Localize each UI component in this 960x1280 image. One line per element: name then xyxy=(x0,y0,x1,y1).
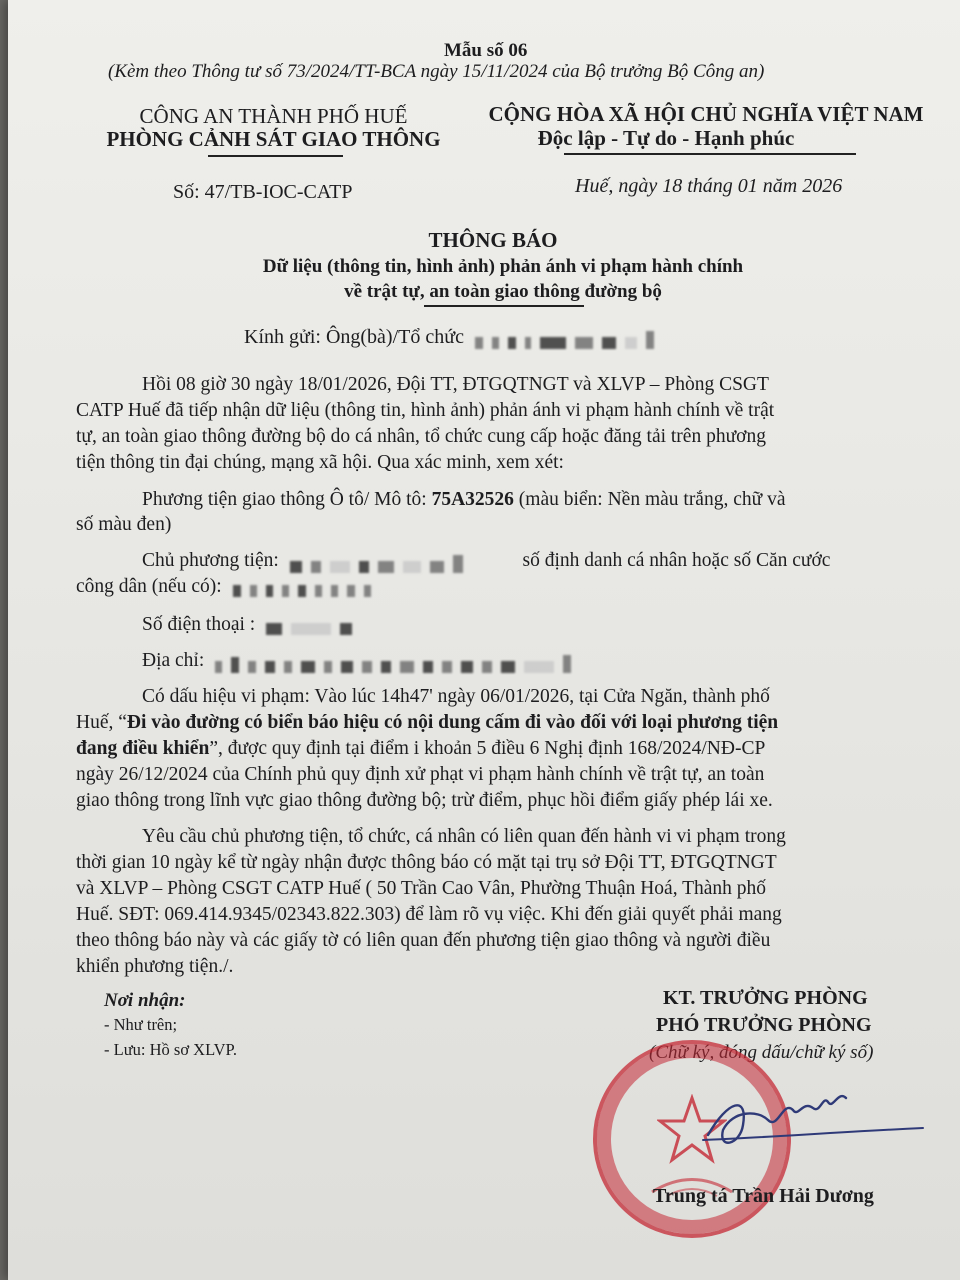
request-line-6: khiển phương tiện./. xyxy=(76,956,234,977)
violation-prefix: Huế, “ xyxy=(76,712,127,733)
document-number: Số: 47/TB-IOC-CATP xyxy=(173,181,353,203)
subtitle-line-2: về trật tự, an toàn giao thông đường bộ xyxy=(344,281,662,302)
violation-line-5: giao thông trong lĩnh vực giao thông đường bộ; trừ điểm, phục hồi điểm giấy phép lái xe. xyxy=(76,790,773,811)
violation-description: Đi vào đường có biển báo hiệu có nội dung cấm đi vào đối với loại phương tiện xyxy=(126,712,779,733)
agency-underline xyxy=(208,155,343,157)
attached-note: (Kèm theo Thông tư số 73/2024/TT-BCA ngày 15/11/2024 của Bộ trưởng Bộ Công an) xyxy=(108,61,765,82)
owner-label: Chủ phương tiện: xyxy=(142,550,279,571)
id-line xyxy=(76,576,380,598)
recipients-title: Nơi nhận: xyxy=(104,990,186,1011)
violation-description-end: đang điều khiển xyxy=(76,738,210,759)
violation-line-2 xyxy=(76,712,778,734)
owner-line xyxy=(142,550,830,572)
request-line-2: thời gian 10 ngày kể từ ngày nhận được thông báo có mặt tại trụ sở Đội TT, ĐTGQTNGT xyxy=(76,852,777,873)
redacted-id xyxy=(233,581,380,595)
owner-id-label: số định danh cá nhân hoặc số Căn cước xyxy=(522,550,831,571)
request-line-3: và XLVP – Phòng CSGT CATP Huế ( 50 Trần Cao Vân, Phường Thuận Hoá, Thành phố xyxy=(76,878,767,899)
recipient-item: - Như trên; xyxy=(104,1015,178,1034)
phone-label: Số điện thoại : xyxy=(142,614,256,635)
vehicle-line-2: số màu đen) xyxy=(76,514,172,535)
para1-line-1: Hồi 08 giờ 30 ngày 18/01/2026, Đội TT, ĐTGQTNGT và XLVP – Phòng CSGT xyxy=(142,374,769,395)
para1-line-4: tiện thông tin đại chúng, mạng xã hội. Qua xác minh, xem xét: xyxy=(76,452,564,473)
address-line xyxy=(142,650,580,672)
request-line-1: Yêu cầu chủ phương tiện, tổ chức, cá nhân có liên quan đến hành vi vi phạm trong xyxy=(142,826,786,847)
redacted-address xyxy=(215,655,580,669)
violation-line-3 xyxy=(76,738,765,760)
agency-name: PHÒNG CẢNH SÁT GIAO THÔNG xyxy=(106,127,441,151)
handwritten-signature-icon xyxy=(698,1080,928,1170)
document-title: THÔNG BÁO xyxy=(428,228,558,252)
form-number: Mẫu số 06 xyxy=(444,40,528,61)
para1-line-2: CATP Huế đã tiếp nhận dữ liệu (thông tin, hình ảnh) phản ánh vi phạm hành chính về trật xyxy=(76,400,775,421)
signer-name: Trung tá Trần Hải Dương xyxy=(653,1185,874,1207)
violation-line-1: Có dấu hiệu vi phạm: Vào lúc 14h47' ngày 06/01/2026, tại Cửa Ngăn, thành phố xyxy=(142,686,770,707)
redacted-owner xyxy=(290,555,518,569)
request-line-5: theo thông báo này và các giấy tờ có liên quan đến phương tiện giao thông và người điều xyxy=(76,930,771,951)
place-date: Huế, ngày 18 tháng 01 năm 2026 xyxy=(575,175,843,197)
subtitle-line-1: Dữ liệu (thông tin, hình ảnh) phản ánh vi phạm hành chính xyxy=(262,256,744,277)
recipient-label: Kính gửi: Ông(bà)/Tổ chức xyxy=(244,326,464,348)
recipient-line xyxy=(244,326,663,349)
sign-title-1: KT. TRƯỞNG PHÒNG xyxy=(663,987,868,1009)
motto-underline xyxy=(564,153,856,155)
motto: Độc lập - Tự do - Hạnh phúc xyxy=(537,126,795,150)
title-underline xyxy=(424,305,584,307)
document-page xyxy=(8,0,960,1280)
sign-note: (Chữ ký, đóng dấu/chữ ký số) xyxy=(649,1042,874,1063)
violation-legal-basis: ”, được quy định tại điểm i khoản 5 điều 6 Nghị định 168/2024/NĐ-CP xyxy=(209,738,766,759)
vehicle-line xyxy=(142,489,785,511)
license-plate: 75A32526 xyxy=(431,489,514,510)
phone-line xyxy=(142,614,361,636)
request-line-4: Huế. SĐT: 069.414.9345/02343.822.303) để làm rõ vụ việc. Khi đến giải quyết phải mang xyxy=(76,904,782,925)
sign-title-2: PHÓ TRƯỞNG PHÒNG xyxy=(656,1014,872,1036)
recipient-item: - Lưu: Hồ sơ XLVP. xyxy=(104,1040,238,1059)
id-label: công dân (nếu có): xyxy=(76,576,222,597)
nation-title: CỘNG HÒA XÃ HỘI CHỦ NGHĨA VIỆT NAM xyxy=(488,102,924,126)
redacted-phone xyxy=(266,619,361,633)
redacted-recipient xyxy=(475,331,663,345)
para1-line-3: tự, an toàn giao thông đường bộ do cá nhân, tổ chức cung cấp hoặc đăng tải trên phương xyxy=(76,426,766,447)
violation-line-4: ngày 26/12/2024 của Chính phủ quy định xử phạt vi phạm hành chính về trật tự, an toàn xyxy=(76,764,765,785)
agency-parent: CÔNG AN THÀNH PHỐ HUẾ xyxy=(139,104,408,128)
vehicle-label: Phương tiện giao thông Ô tô/ Mô tô: xyxy=(142,489,432,510)
plate-color: (màu biển: Nền màu trắng, chữ và xyxy=(513,489,786,510)
address-label: Địa chỉ: xyxy=(142,650,205,671)
